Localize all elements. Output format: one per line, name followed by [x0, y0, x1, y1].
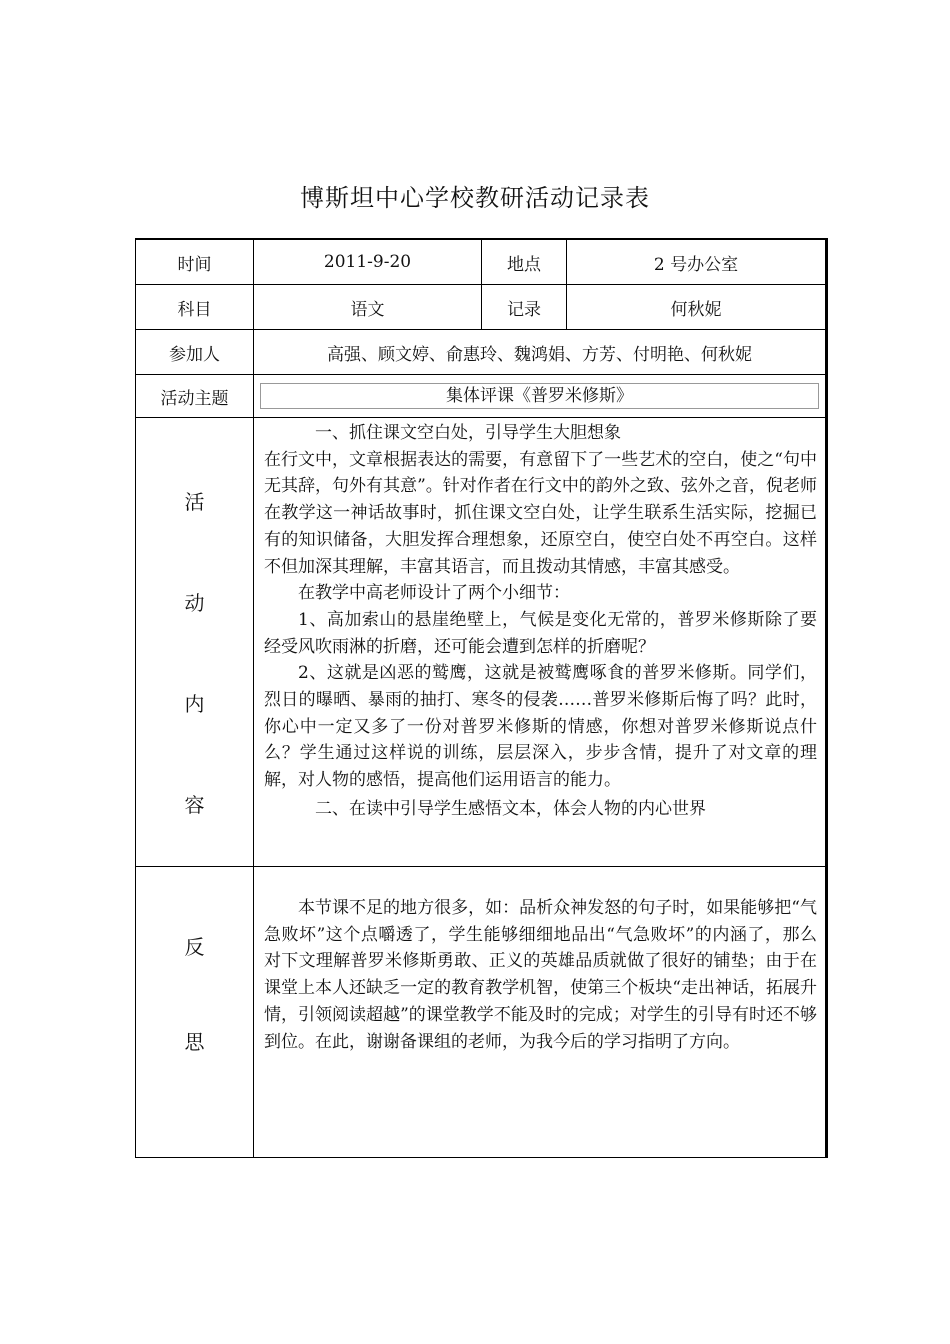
subject-value: 语文 [254, 285, 482, 330]
reflection-body [254, 867, 827, 1158]
row-time-place [136, 239, 827, 285]
content-label-char: 活 [184, 490, 205, 514]
place-label: 地点 [482, 239, 567, 285]
time-value: 2011-9-20 [254, 239, 482, 285]
recorder-label: 记录 [482, 285, 567, 330]
row-participants [136, 330, 827, 375]
content-paragraph: 2、这就是凶恶的鹫鹰，这就是被鹫鹰啄食的普罗米修斯。同学们，烈日的曝晒、暴雨的抽打、寒冬的侵袭……普罗米修斯后悔了吗？此时，你心中一定又多了一份对普罗米修斯的情感，你想对普罗米修斯说点什么？学生通过这样说的训练，层层深入，步步含情，提升了对文章的理解，对人物的感悟，提高他们运用语言的能力。 [264, 663, 817, 791]
theme-value: 集体评课《普罗米修斯》 [260, 383, 819, 409]
page-title: 博斯坦中心学校教研活动记录表 [300, 184, 650, 212]
reflection-label-char: 反 [184, 935, 205, 959]
content-heading-1: 一、抓住课文空白处，引导学生大胆想象 [315, 423, 621, 443]
row-subject-recorder [136, 285, 827, 330]
content-label-char: 容 [184, 793, 205, 817]
record-table [135, 238, 828, 1158]
place-value: 2 号办公室 [567, 239, 827, 285]
content-body [254, 418, 827, 867]
content-paragraph: 在教学中高老师设计了两个小细节： [298, 583, 570, 604]
reflection-paragraph: 本节课不足的地方很多，如：品析众神发怒的句子时，如果能够把“气急败坏”这个点嚼透了，学生能够细细地品出“气急败坏”的内涵了，那么对下文理解普罗米修斯勇敢、正义的英雄品质就做了很好的铺垫；由于在课堂上本人还缺乏一定的教育教学机智，使第三个板块“走出神话，拓展升情，引领阅读超越”的课堂教学不能及时的完成；对学生的引导有时还不够到位。在此，谢谢备课组的老师，为我今后的学习指明了方向。 [264, 898, 817, 1052]
content-paragraph: 在行文中，文章根据表达的需要，有意留下了一些艺术的空白，使之“句中无其辞，句外有其意”。针对作者在行文中的韵外之致、弦外之音，倪老师在教学这一神话故事时，抓住课文空白处，让学生联系生活实际，挖掘已有的知识储备，大胆发挥合理想象，还原空白，使空白处不再空白。这样不但加深其理解，丰富其语言，而且拨动其情感，丰富其感受。 [264, 449, 817, 577]
reflection-label [136, 867, 254, 1158]
reflection-label-char: 思 [184, 1030, 205, 1054]
participants-label: 参加人 [136, 330, 254, 375]
content-heading-2: 二、在读中引导学生感悟文本，体会人物的内心世界 [315, 798, 706, 819]
time-label: 时间 [136, 239, 254, 285]
recorder-value: 何秋妮 [567, 285, 827, 330]
subject-label: 科目 [136, 285, 254, 330]
content-label-char: 内 [184, 692, 205, 716]
content-label [136, 418, 254, 867]
row-content [136, 418, 827, 867]
content-label-char: 动 [184, 591, 205, 615]
row-theme [136, 375, 827, 418]
theme-cell [254, 375, 827, 418]
theme-label: 活动主题 [136, 375, 254, 418]
row-reflection [136, 867, 827, 1158]
participants-value: 高强、顾文婷、俞惠玲、魏鸿娟、方芳、付明艳、何秋妮 [254, 330, 827, 375]
content-paragraph: 1、高加索山的悬崖绝壁上，气候是变化无常的，普罗米修斯除了要经受风吹雨淋的折磨，还可能会遭到怎样的折磨呢？ [264, 609, 817, 657]
